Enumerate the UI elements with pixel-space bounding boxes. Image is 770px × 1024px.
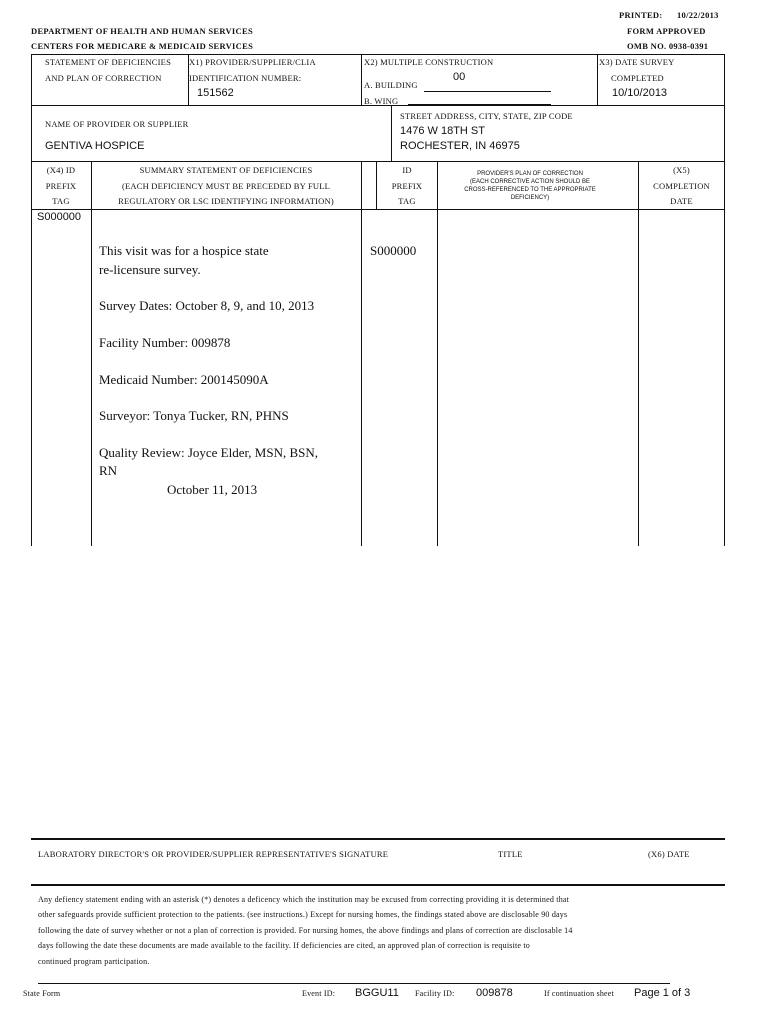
provider-name: GENTIVA HOSPICE bbox=[45, 140, 145, 152]
top-rule bbox=[31, 54, 725, 55]
centers-name: CENTERS FOR MEDICARE & MEDICAID SERVICES bbox=[31, 41, 254, 51]
building-underline bbox=[424, 91, 551, 92]
x1-label-2: IDENTIFICATION NUMBER: bbox=[189, 73, 302, 83]
table-col-line-2 bbox=[91, 162, 92, 546]
continuation-label: If continuation sheet bbox=[544, 989, 614, 998]
summary-header-3: REGULATORY OR LSC IDENTIFYING INFORMATION) bbox=[118, 196, 334, 206]
plan-header-3: CROSS-REFERENCED TO THE APPROPRIATE bbox=[464, 187, 596, 193]
signature-date-label: (X6) DATE bbox=[648, 849, 690, 859]
table-col-line-3 bbox=[361, 162, 362, 546]
x2-label: X2) MULTIPLE CONSTRUCTION bbox=[364, 57, 494, 67]
x5-header-3: DATE bbox=[670, 196, 693, 206]
x4-header-2: PREFIX bbox=[45, 181, 77, 191]
summary-line: Surveyor: Tonya Tucker, RN, PHNS bbox=[99, 408, 289, 423]
deficiency-tag-left: S000000 bbox=[37, 211, 82, 223]
summary-line: Medicaid Number: 200145090A bbox=[99, 372, 269, 387]
event-id-value: BGGU11 bbox=[355, 987, 399, 999]
box-right-border bbox=[724, 54, 725, 106]
footer-rule bbox=[38, 983, 670, 984]
provider-name-label: NAME OF PROVIDER OR SUPPLIER bbox=[45, 119, 189, 129]
column-header-bottom-rule bbox=[31, 209, 725, 210]
x5-header-2: COMPLETION bbox=[653, 181, 710, 191]
summary-header-1: SUMMARY STATEMENT OF DEFICIENCIES bbox=[139, 165, 313, 175]
signature-bottom-rule bbox=[31, 884, 725, 886]
name-box-bottom bbox=[31, 161, 725, 162]
summary-line: Facility Number: 009878 bbox=[99, 335, 231, 350]
summary-line: Survey Dates: October 8, 9, and 10, 2013 bbox=[99, 298, 315, 313]
summary-line: RN bbox=[99, 463, 118, 478]
address-label: STREET ADDRESS, CITY, STATE, ZIP CODE bbox=[400, 111, 573, 121]
table-col-line-6 bbox=[724, 162, 725, 546]
address-line-1: 1476 W 18TH ST bbox=[400, 125, 485, 137]
wing-label: B. WING bbox=[364, 96, 399, 106]
statement-label-1: STATEMENT OF DEFICIENCIES bbox=[45, 57, 172, 67]
x4-header-3: TAG bbox=[52, 196, 70, 206]
disclaimer-line: following the date of survey whether or not a plan of correction is provided. For nursing homes, the above findings and plans of correction are disclosable 14 bbox=[38, 926, 573, 935]
state-form-label: State Form bbox=[23, 989, 61, 998]
plan-header-4: DEFICIENCY) bbox=[510, 195, 550, 201]
x5-header-1: (X5) bbox=[673, 165, 690, 175]
plan-header-1: PROVIDER'S PLAN OF CORRECTION bbox=[477, 171, 583, 177]
survey-completed-date: 10/10/2013 bbox=[612, 87, 668, 99]
summary-line: re-licensure survey. bbox=[99, 262, 201, 277]
table-col-line-1 bbox=[31, 162, 32, 546]
signature-top-rule bbox=[31, 838, 725, 840]
x3-label-1: X3) DATE SURVEY bbox=[599, 57, 675, 67]
title-label: TITLE bbox=[498, 849, 523, 859]
summary-line: Quality Review: Joyce Elder, MSN, BSN, bbox=[99, 445, 319, 460]
facility-id-value: 009878 bbox=[476, 987, 513, 999]
department-name: DEPARTMENT OF HEALTH AND HUMAN SERVICES bbox=[31, 26, 253, 36]
omb-number: OMB NO. 0938-0391 bbox=[627, 41, 709, 51]
box-left-border bbox=[31, 54, 32, 106]
printed-date: 10/22/2013 bbox=[677, 10, 719, 20]
disclaimer-line: continued program participation. bbox=[38, 957, 150, 966]
id-header-1: ID bbox=[402, 165, 412, 175]
printed-label: PRINTED: bbox=[619, 10, 663, 20]
table-col-line-3b bbox=[376, 162, 377, 209]
plan-header-2: (EACH CORRECTIVE ACTION SHOULD BE bbox=[469, 179, 591, 185]
x3-label-2: COMPLETED bbox=[611, 73, 664, 83]
disclaimer-line: other safeguards provide sufficient protection to the patients. (see instructions.) Except for nursing homes, the findings stated above are disclosable 90 days bbox=[38, 910, 568, 919]
name-box-left bbox=[31, 106, 32, 162]
summary-line: This visit was for a hospice state bbox=[99, 243, 269, 258]
id-header-2: PREFIX bbox=[391, 181, 423, 191]
summary-header-2: (EACH DEFICIENCY MUST BE PRECEDED BY FULL bbox=[121, 181, 331, 191]
x1-label-1: X1) PROVIDER/SUPPLIER/CLIA bbox=[189, 57, 316, 67]
address-line-2: ROCHESTER, IN 46975 bbox=[400, 140, 520, 152]
box-divider-3 bbox=[597, 54, 598, 106]
provider-id-value: 151562 bbox=[197, 87, 234, 99]
box-divider-2 bbox=[361, 54, 362, 106]
building-value: 00 bbox=[453, 71, 466, 83]
form-approved: FORM APPROVED bbox=[627, 26, 706, 36]
name-box-divider bbox=[391, 106, 392, 162]
deficiency-tag-right: S000000 bbox=[370, 243, 417, 258]
event-id-label: Event ID: bbox=[302, 989, 336, 998]
table-col-line-5 bbox=[638, 162, 639, 546]
building-label: A. BUILDING bbox=[364, 80, 418, 90]
name-box-right bbox=[724, 106, 725, 162]
x4-header-1: (X4) ID bbox=[46, 165, 76, 175]
disclaimer-line: days following the date these documents are made available to the facility. If deficiencies are cited, an approved plan of correction is requisite to bbox=[38, 941, 530, 950]
signature-label: LABORATORY DIRECTOR'S OR PROVIDER/SUPPLIER REPRESENTATIVE'S SIGNATURE bbox=[38, 849, 389, 859]
table-col-line-4 bbox=[437, 162, 438, 546]
wing-underline bbox=[408, 104, 551, 105]
disclaimer-line: Any defiency statement ending with an asterisk (*) denotes a deficency which the institution may be excused from correcting providing it is determined that bbox=[38, 895, 570, 904]
facility-id-label: Facility ID: bbox=[415, 989, 455, 998]
page-number: Page 1 of 3 bbox=[634, 987, 691, 999]
id-header-3: TAG bbox=[398, 196, 416, 206]
summary-line: October 11, 2013 bbox=[167, 482, 258, 497]
statement-label-2: AND PLAN OF CORRECTION bbox=[45, 73, 162, 83]
